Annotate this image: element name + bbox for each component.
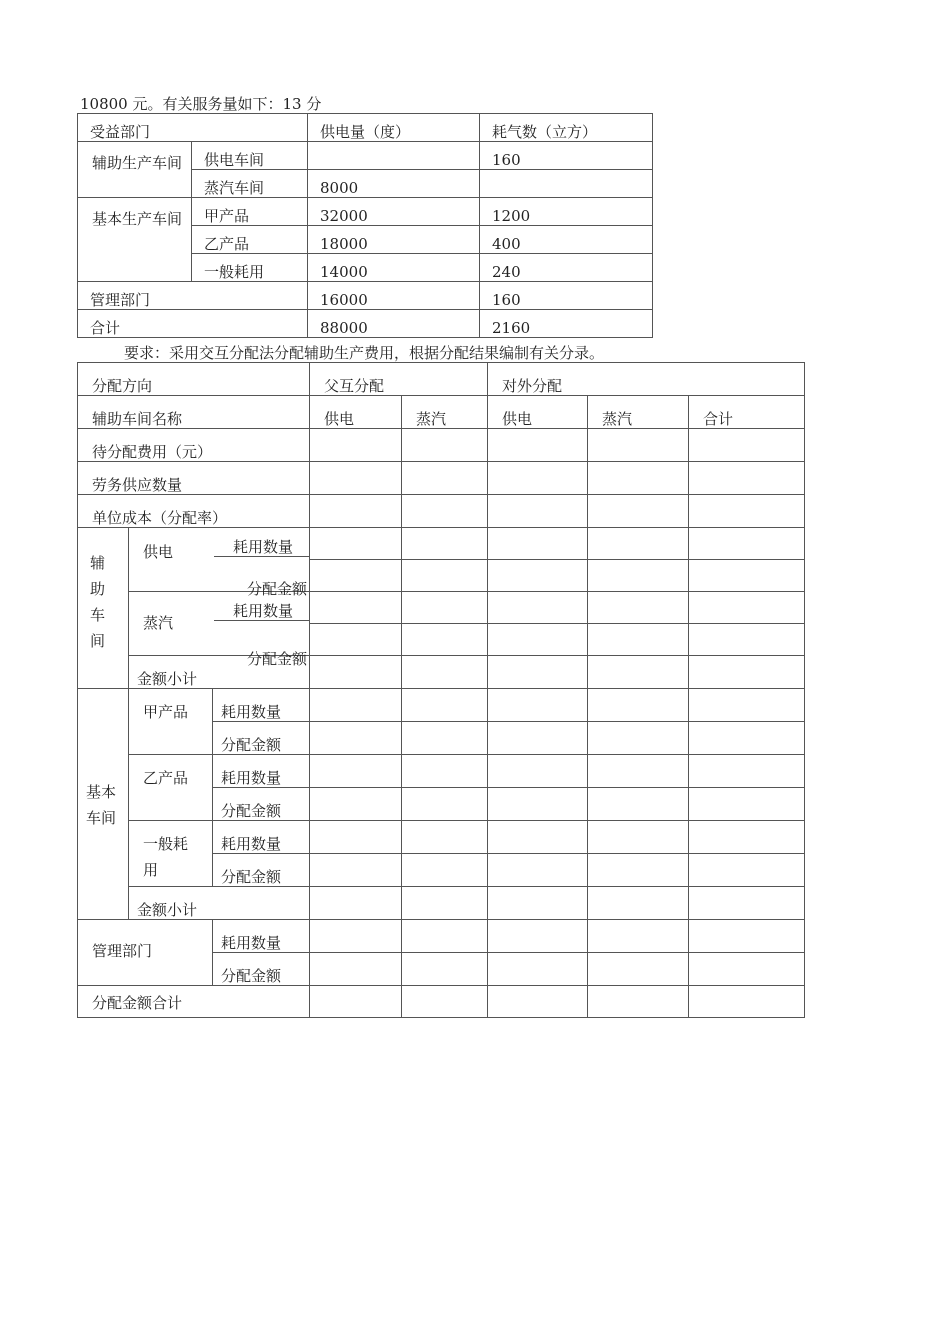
table-cell: 18000 xyxy=(308,226,480,254)
table-cell: 400 xyxy=(480,226,653,254)
row-label: 金额小计 xyxy=(129,887,310,920)
header-cell: 辅助车间名称 xyxy=(78,396,310,429)
table-cell: 供电车间 xyxy=(192,142,308,170)
table-row xyxy=(78,198,653,226)
table-cell: 甲产品 xyxy=(192,198,308,226)
header-cell: 蒸汽 xyxy=(402,396,488,429)
row-label: 耗用数量 xyxy=(213,755,310,788)
row-label: 金额小计 xyxy=(129,656,310,689)
table-row xyxy=(78,142,653,170)
group-label-basic: 基本车间 xyxy=(78,689,129,920)
table-cell: 一般耗用 xyxy=(192,254,308,282)
table-row xyxy=(78,887,805,920)
table-row xyxy=(78,363,805,396)
sub-group-product-a: 甲产品 xyxy=(129,689,213,755)
table-cell: 88000 xyxy=(308,310,480,338)
header-cell: 供电 xyxy=(488,396,588,429)
header-cell: 供电量（度） xyxy=(308,114,480,142)
table-cell xyxy=(308,142,480,170)
row-label: 待分配费用（元） xyxy=(78,429,310,462)
sub-group-power: 供电 耗用数量 分配金额 xyxy=(129,528,310,592)
header-cell: 蒸汽 xyxy=(588,396,689,429)
table-row xyxy=(78,462,805,495)
table-cell xyxy=(480,170,653,198)
table-cell: 1200 xyxy=(480,198,653,226)
header-cell: 受益部门 xyxy=(78,114,308,142)
header-cell: 耗气数（立方） xyxy=(480,114,653,142)
service-quantity-table xyxy=(77,113,653,338)
table-row xyxy=(78,396,805,429)
row-label: 单位成本（分配率） xyxy=(78,495,310,528)
table-row xyxy=(78,986,805,1018)
row-label: 分配金额 xyxy=(213,854,310,887)
group-label-basic: 基本生产车间 xyxy=(78,198,192,282)
group-label-aux: 辅助车间 xyxy=(78,528,129,689)
row-label: 耗用数量 xyxy=(213,920,310,953)
table-row xyxy=(78,429,805,462)
table-cell: 240 xyxy=(480,254,653,282)
table-row xyxy=(78,821,805,854)
table-row xyxy=(78,656,805,689)
header-cell: 合计 xyxy=(689,396,805,429)
table-row xyxy=(78,755,805,788)
header-cell: 分配方向 xyxy=(78,363,310,396)
intro-text: 10800 元。有关服务量如下：13 分 xyxy=(80,95,322,113)
row-label: 分配金额 xyxy=(213,788,310,821)
table-cell: 管理部门 xyxy=(78,282,308,310)
row-label: 分配金额合计 xyxy=(78,986,310,1018)
table-row xyxy=(78,282,653,310)
sub-group-steam: 蒸汽 耗用数量 分配金额 xyxy=(129,592,310,656)
table-cell: 8000 xyxy=(308,170,480,198)
row-label-management: 管理部门 xyxy=(78,920,213,986)
header-cell: 对外分配 xyxy=(488,363,805,396)
table-row xyxy=(78,528,805,560)
table-cell: 160 xyxy=(480,282,653,310)
requirement-text: 要求：采用交互分配法分配辅助生产费用，根据分配结果编制有关分录。 xyxy=(124,344,605,362)
sub-group-general-use: 一般耗用 xyxy=(129,821,213,887)
header-cell: 父互分配 xyxy=(310,363,488,396)
table-cell: 乙产品 xyxy=(192,226,308,254)
table-cell: 2160 xyxy=(480,310,653,338)
allocation-table xyxy=(77,362,805,1018)
table-cell: 14000 xyxy=(308,254,480,282)
row-label: 分配金额 xyxy=(213,953,310,986)
row-label: 耗用数量 xyxy=(213,689,310,722)
table-row xyxy=(78,114,653,142)
table-row xyxy=(78,495,805,528)
table-cell: 32000 xyxy=(308,198,480,226)
table-row xyxy=(78,920,805,953)
sub-group-product-b: 乙产品 xyxy=(129,755,213,821)
table-row xyxy=(78,310,653,338)
table-row xyxy=(78,689,805,722)
row-label: 劳务供应数量 xyxy=(78,462,310,495)
table-row xyxy=(78,592,805,624)
table-cell: 合计 xyxy=(78,310,308,338)
header-cell: 供电 xyxy=(310,396,402,429)
row-label: 耗用数量 xyxy=(213,821,310,854)
table-cell: 蒸汽车间 xyxy=(192,170,308,198)
table-cell: 16000 xyxy=(308,282,480,310)
row-label: 分配金额 xyxy=(213,722,310,755)
group-label-aux: 辅助生产车间 xyxy=(78,142,192,198)
table-cell: 160 xyxy=(480,142,653,170)
